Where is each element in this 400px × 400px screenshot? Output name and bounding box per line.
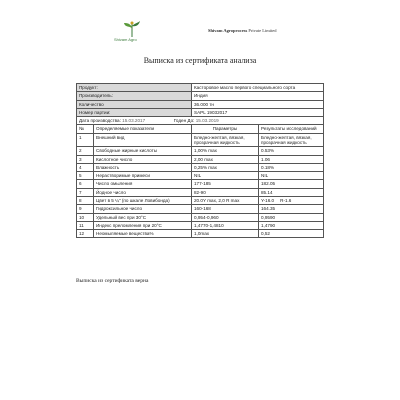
product-label: Продукт: bbox=[77, 84, 192, 92]
table-row bbox=[77, 221, 324, 229]
row-result-value-2: R-1.6 bbox=[280, 197, 292, 203]
col-results-header: Результаты исследований bbox=[259, 125, 324, 133]
product-row bbox=[77, 84, 324, 92]
valid-until-label: Годен До: bbox=[173, 118, 195, 124]
row-parameter: 2,00 max bbox=[192, 155, 259, 163]
company-name bbox=[208, 28, 276, 33]
quantity-label: Количество bbox=[77, 100, 192, 108]
row-indicator: Цвет в 5 ¼" (по шкале Ловибонда) bbox=[94, 196, 192, 204]
col-params-header: Параметры bbox=[192, 125, 259, 133]
row-parameter: Бледно-желтая, вязкая, прозрачная жидкость bbox=[192, 133, 259, 147]
row-parameter: 1,0max bbox=[192, 230, 259, 238]
row-number: 1 bbox=[77, 133, 94, 147]
certificate-table bbox=[76, 83, 324, 238]
row-indicator: Внешний вид bbox=[94, 133, 192, 147]
batch-value: SAPL 19032017 bbox=[192, 108, 324, 116]
production-date-label: Дата производства: bbox=[79, 118, 121, 124]
row-result: 1,4790 bbox=[259, 221, 324, 229]
row-parameter: 0,954-0,960 bbox=[192, 213, 259, 221]
row-result: 0,52 bbox=[259, 230, 324, 238]
col-indicator-header: Определяемые показатели bbox=[94, 125, 192, 133]
row-result: 0.18% bbox=[259, 163, 324, 171]
batch-row bbox=[77, 108, 324, 116]
results-body bbox=[77, 133, 324, 238]
col-number-header: № bbox=[77, 125, 94, 133]
row-result bbox=[259, 196, 324, 204]
row-result: 0.53% bbox=[259, 147, 324, 155]
row-indicator: Кислотное число bbox=[94, 155, 192, 163]
table-row bbox=[77, 155, 324, 163]
letterhead bbox=[0, 18, 400, 48]
row-number: 3 bbox=[77, 155, 94, 163]
row-result-value: Y-16.0 bbox=[261, 197, 275, 203]
row-parameter: 20.0Y max, 2,0 R max bbox=[192, 196, 259, 204]
leaf-logo-icon bbox=[121, 20, 143, 38]
dates-cell bbox=[77, 117, 324, 125]
row-indicator: Влажность bbox=[94, 163, 192, 171]
origin-label: Производитель: bbox=[77, 92, 192, 100]
row-parameter: 1,4770-1,4810 bbox=[192, 221, 259, 229]
company-name-rest: Private Limited bbox=[247, 28, 277, 33]
row-number: 8 bbox=[77, 196, 94, 204]
valid-until-value: 15.03.2019 bbox=[195, 118, 219, 124]
row-parameter: 177-185 bbox=[192, 180, 259, 188]
row-parameter: 160-168 bbox=[192, 205, 259, 213]
row-indicator: Удельный вес при 30°С bbox=[94, 213, 192, 221]
row-number: 9 bbox=[77, 205, 94, 213]
table-row bbox=[77, 172, 324, 180]
table-row bbox=[77, 230, 324, 238]
row-number: 4 bbox=[77, 163, 94, 171]
table-row bbox=[77, 213, 324, 221]
production-date-value: 15.03.2017 bbox=[122, 118, 146, 124]
dates-row bbox=[77, 117, 324, 125]
row-parameter: NIL bbox=[192, 172, 259, 180]
row-result: 182.05 bbox=[259, 180, 324, 188]
table-row bbox=[77, 180, 324, 188]
table-row bbox=[77, 196, 324, 204]
row-result: 0,9590 bbox=[259, 213, 324, 221]
quantity-value: 36.000 тн bbox=[192, 100, 324, 108]
row-indicator: Йодное число bbox=[94, 188, 192, 196]
row-indicator: Свободные жирные кислоты bbox=[94, 147, 192, 155]
origin-value: Индия bbox=[192, 92, 324, 100]
table-row bbox=[77, 147, 324, 155]
row-result: 1.06 bbox=[259, 155, 324, 163]
row-parameter: 0,25% max bbox=[192, 163, 259, 171]
row-number: 10 bbox=[77, 213, 94, 221]
row-parameter: 1,00% max bbox=[192, 147, 259, 155]
table-row bbox=[77, 188, 324, 196]
row-result: NIL bbox=[259, 172, 324, 180]
company-name-bold: Shivam Agroprocess bbox=[208, 28, 248, 33]
product-value: Касторовое масло первого специального сорта bbox=[192, 84, 324, 92]
batch-label: Номер партии: bbox=[77, 108, 192, 116]
table-row bbox=[77, 163, 324, 171]
row-number: 12 bbox=[77, 230, 94, 238]
page-title: Выписка из сертификата анализа bbox=[143, 56, 257, 65]
row-number: 2 bbox=[77, 147, 94, 155]
logo-text: Shivam Agro bbox=[114, 37, 137, 42]
row-indicator: Нерастворимые примеси bbox=[94, 172, 192, 180]
row-indicator: Гидроксильное число bbox=[94, 205, 192, 213]
row-number: 6 bbox=[77, 180, 94, 188]
row-result: 85.14 bbox=[259, 188, 324, 196]
certification-note: Выписка из сертификата верна bbox=[76, 278, 149, 284]
row-indicator: Неомыляемые вещества% bbox=[94, 230, 192, 238]
origin-row bbox=[77, 92, 324, 100]
table-row bbox=[77, 205, 324, 213]
table-row bbox=[77, 133, 324, 147]
row-number: 5 bbox=[77, 172, 94, 180]
quantity-row bbox=[77, 100, 324, 108]
row-parameter: 82-90 bbox=[192, 188, 259, 196]
row-indicator: Индекс преломления при 20°С bbox=[94, 221, 192, 229]
row-result: Бледно-желтая, вязкая, прозрачная жидкость bbox=[259, 133, 324, 147]
row-indicator: Число омыления bbox=[94, 180, 192, 188]
row-number: 11 bbox=[77, 221, 94, 229]
row-result: 164.35 bbox=[259, 205, 324, 213]
table-header-row bbox=[77, 125, 324, 133]
row-number: 7 bbox=[77, 188, 94, 196]
